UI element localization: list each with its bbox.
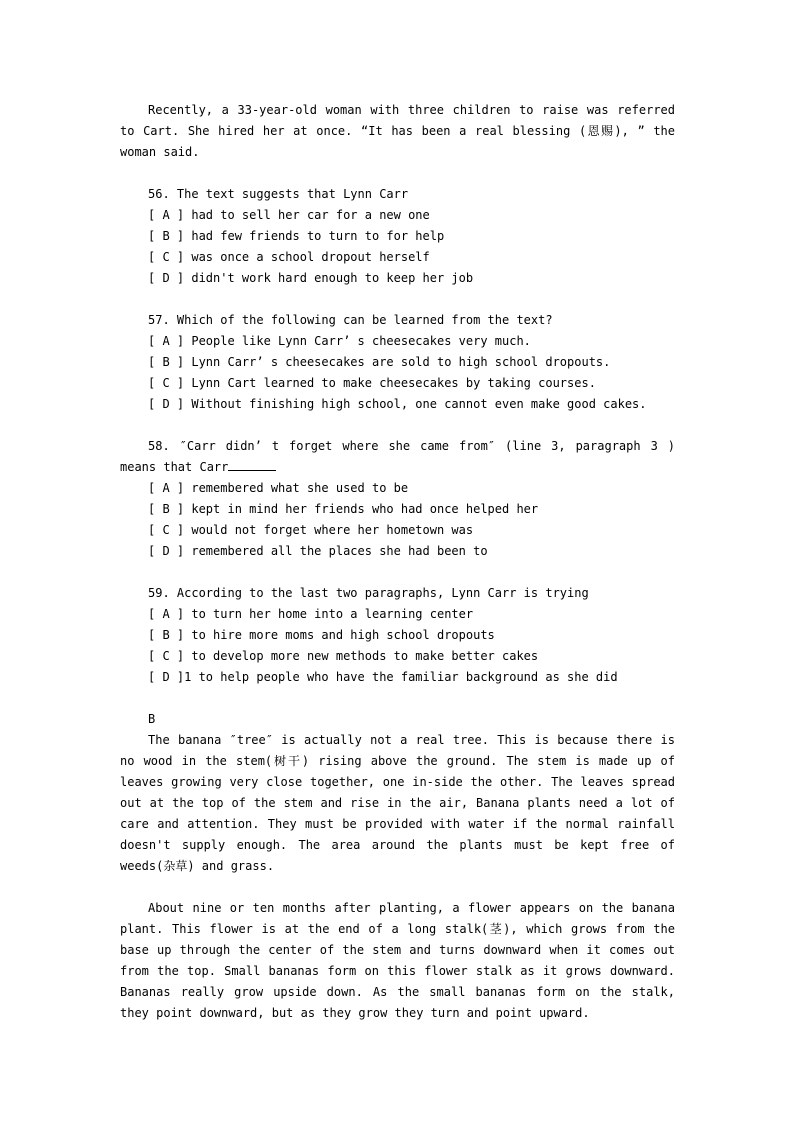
option-d[interactable]: [ D ] remembered all the places she had been to [148,544,488,558]
intro-paragraph: Recently, a 33-year-old woman with three children to raise was referred to Cart. She hired her at once. “It has been a real blessing (恩赐), ” the woman said. [120,103,675,159]
option-b[interactable]: [ B ] Lynn Carr’ s cheesecakes are sold to high school dropouts. [148,355,611,369]
question-57 [120,310,675,415]
option-d[interactable]: [ D ] Without finishing high school, one cannot even make good cakes. [148,397,647,411]
option-c[interactable]: [ C ] Lynn Cart learned to make cheesecakes by taking courses. [148,376,596,390]
passage-paragraph: About nine or ten months after planting, a flower appears on the banana plant. This flower is at the end of a long stalk(茎), which grows from the base up through the center of the stem and turns downward when it comes out from the top. Small bananas form on this flower stalk as it grows downward. Bananas really grow upside down. As the small bananas form on the stalk, they point downward, but as they grow they turn and point upward. [120,901,675,1020]
question-stem: 56. The text suggests that Lynn Carr [148,187,409,201]
option-a[interactable]: [ A ] to turn her home into a learning center [148,607,474,621]
option-c[interactable]: [ C ] to develop more new methods to make better cakes [148,649,539,663]
question-stem: 57. Which of the following can be learned from the text? [148,313,553,327]
option-c[interactable]: [ C ] was once a school dropout herself [148,250,430,264]
question-56 [120,184,675,289]
question-58 [120,436,675,562]
document-page [120,100,675,1024]
option-d[interactable]: [ D ] didn't work hard enough to keep her job [148,271,474,285]
passage-paragraph: The banana ″tree″ is actually not a real tree. This is because there is no wood in the stem(树干) rising above the ground. The stem is made up of leaves growing very close together, one in-side the other. The leaves spread out at the top of the stem and rise in the air, Banana plants need a lot of care and attention. They must be provided with water if the normal rainfall doesn't supply enough. The area around the plants must be kept free of weeds(杂草) and grass. [120,733,675,873]
answer-blank [228,458,276,471]
option-d[interactable]: [ D ]1 to help people who have the familiar background as she did [148,670,618,684]
option-a[interactable]: [ A ] remembered what she used to be [148,481,409,495]
option-a[interactable]: [ A ] had to sell her car for a new one [148,208,430,222]
option-b[interactable]: [ B ] had few friends to turn to for help [148,229,445,243]
option-b[interactable]: [ B ] to hire more moms and high school dropouts [148,628,495,642]
question-stem [120,436,675,478]
option-b[interactable]: [ B ] kept in mind her friends who had once helped her [148,502,539,516]
option-a[interactable]: [ A ] People like Lynn Carr’ s cheesecakes very much. [148,334,531,348]
section-label: B [148,712,156,726]
question-stem: 59. According to the last two paragraphs, Lynn Carr is trying [148,586,589,600]
question-59 [120,583,675,688]
option-c[interactable]: [ C ] would not forget where her hometown was [148,523,474,537]
question-stem-text: 58. ″Carr didn’ t forget where she came from″ (line 3, paragraph 3 ) means that Carr [120,439,675,474]
